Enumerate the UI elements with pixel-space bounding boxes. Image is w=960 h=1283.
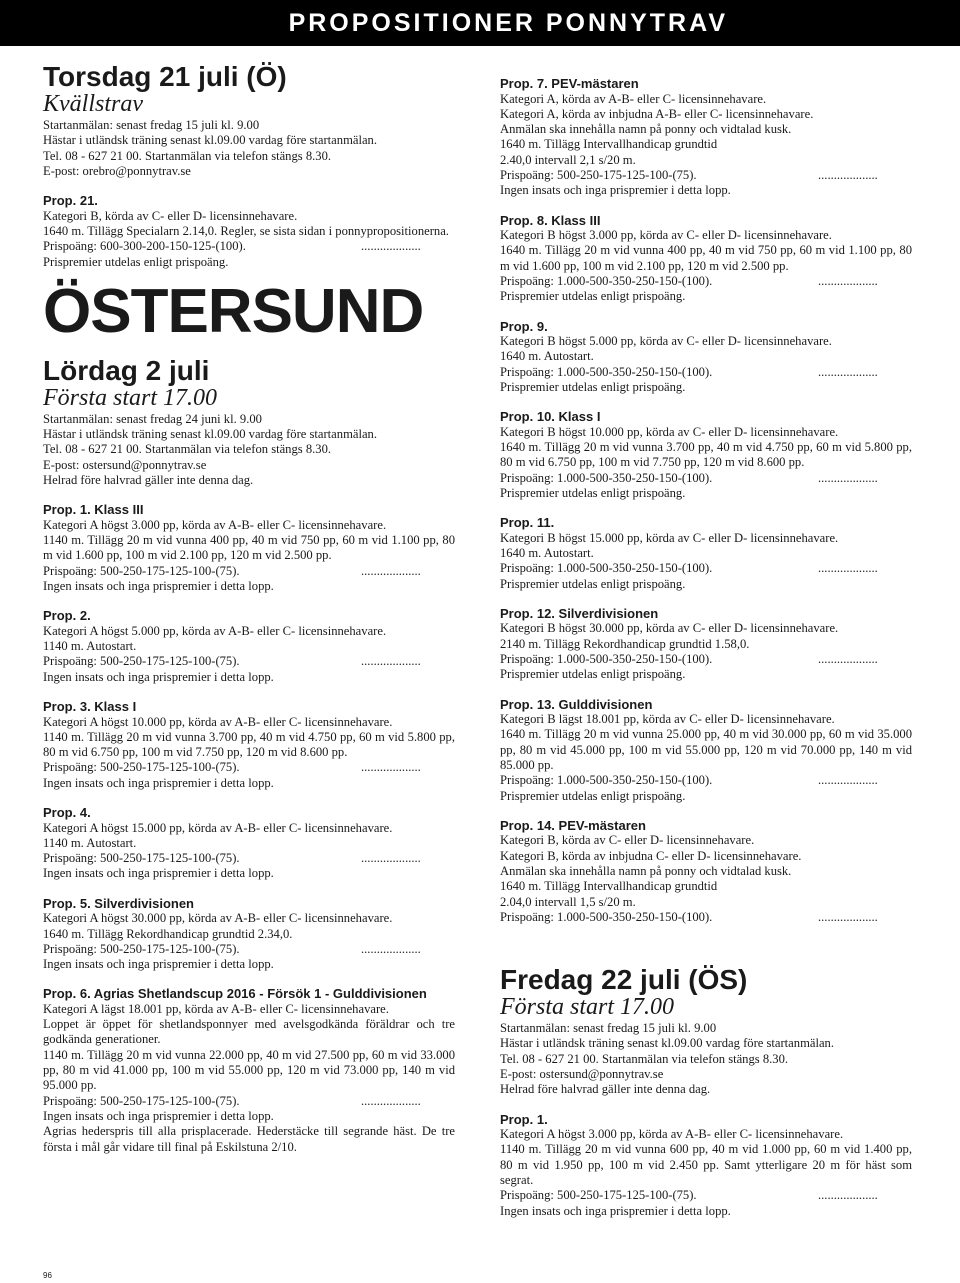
prop-line: 1140 m. Tillägg 20 m vid vunna 3.700 pp, 40 m vid 4.750 pp, 60 m vid 5.800 pp, 80 m vid 6.750 pp, 100 m vid 7.750 pp, 120 m vid 8.600 pp. [43, 729, 455, 760]
prop-note: Ingen insats och inga prispremier i detta lopp. [43, 775, 274, 790]
prop-note: Prispremier utdelas enligt prispoäng. [500, 485, 686, 500]
prop-note: Prispremier utdelas enligt prispoäng. [43, 254, 229, 269]
prize-dots: ................... [361, 941, 421, 956]
prop-note: Ingen insats och inga prispremier i detta lopp. [43, 866, 274, 881]
prop-line: Kategori B högst 30.000 pp, körda av C- eller D- licensinnehavare. [500, 621, 839, 636]
prize-line [500, 1188, 912, 1203]
prize-text: Prispoäng: 500-250-175-125-100-(75). [500, 167, 697, 182]
prize-line [43, 942, 455, 957]
info-line: Tel. 08 - 627 21 00. Startanmälan via telefon stängs 8.30. [43, 148, 332, 163]
prize-line [43, 851, 455, 866]
prop-line: 1140 m. Autostart. [43, 835, 137, 850]
info-line: Tel. 08 - 627 21 00. Startanmälan via telefon stängs 8.30. [500, 1051, 789, 1066]
prize-text: Prispoäng: 1.000-500-350-250-150-(100). [500, 273, 713, 288]
prize-dots: ................... [818, 470, 878, 485]
info-line: E-post: orebro@ponnytrav.se [43, 163, 191, 178]
prop-title: Prop. 14. PEV-mästaren [500, 817, 646, 833]
prop-title: Prop. 1. [500, 1111, 548, 1127]
prize-dots: ................... [818, 561, 878, 576]
prize-dots: ................... [361, 851, 421, 866]
prop-line: Kategori B, körda av C- eller D- licensinnehavare. [500, 833, 755, 848]
prop-line: 1140 m. Tillägg 20 m vid vunna 22.000 pp, 40 m vid 27.500 pp, 60 m vid 33.000 pp, 80 m vid 41.000 pp, 100 m vid 55.000 pp, 120 m vid 73.000 pp, 140 m vid 95.000 pp. [43, 1047, 455, 1093]
prop-note: Prispremier utdelas enligt prispoäng. [500, 788, 686, 803]
prop-line: Kategori B högst 5.000 pp, körda av C- eller D- licensinnehavare. [500, 334, 832, 349]
prize-line [43, 760, 455, 775]
prop-title: Prop. 21. [43, 193, 98, 209]
prize-text: Prispoäng: 1.000-500-350-250-150-(100). [500, 561, 713, 576]
prize-text: Prispoäng: 600-300-200-150-125-(100). [43, 239, 246, 254]
prize-text: Prispoäng: 500-250-175-125-100-(75). [43, 1093, 240, 1108]
header-bar [0, 0, 960, 46]
prop-line: 1640 m. Tillägg Intervallhandicap grundtid [500, 879, 718, 894]
prop-line: Kategori B lägst 18.001 pp, körda av C- eller D- licensinnehavare. [500, 712, 835, 727]
info-line: Helrad före halvrad gäller inte denna dag. [500, 1082, 711, 1097]
prize-dots: ................... [818, 909, 878, 924]
prop-line: 1640 m. Tillägg 20 m vid vunna 400 pp, 40 m vid 750 pp, 60 m vid 1.100 pp, 80 m vid 1.600 pp, 100 m vid 2.100 pp, 120 m vid 2.500 pp. [500, 243, 912, 273]
prop-title: Prop. 2. [43, 608, 91, 624]
prop-note: Ingen insats och inga prispremier i detta lopp. [43, 669, 274, 684]
prop-note: Ingen insats och inga prispremier i detta lopp. [500, 183, 731, 198]
prop-line: 2.04,0 intervall 1,5 s/20 m. [500, 894, 636, 909]
day-subheading-start: Första start 17.00 [43, 384, 218, 411]
prize-line [500, 471, 912, 486]
prop-title: Prop. 9. [500, 318, 548, 334]
page-number: 96 [43, 1271, 52, 1280]
prize-dots: ................... [818, 167, 878, 182]
prize-text: Prispoäng: 500-250-175-125-100-(75). [43, 851, 240, 866]
prop-note: Prispremier utdelas enligt prispoäng. [500, 667, 686, 682]
prop-line: Kategori B, körda av inbjudna C- eller D- licensinnehavare. [500, 848, 802, 863]
prize-text: Prispoäng: 1.000-500-350-250-150-(100). [500, 909, 713, 924]
prop-line: Anmälan ska innehålla namn på ponny och vidtalad kusk. [500, 122, 792, 137]
prop-line: 1640 m. Tillägg Specialarn 2.14,0. Regler, se sista sidan i ponnypropositionerna. [43, 223, 449, 238]
prize-dots: ................... [361, 760, 421, 775]
prize-dots: ................... [818, 652, 878, 667]
prop-line: Loppet är öppet för shetlandsponnyer med avelsgodkända föräldrar och tre godkända generationer. [43, 1017, 455, 1047]
day-subheading-kvallstrav: Kvällstrav [43, 91, 143, 117]
prize-text: Prispoäng: 1.000-500-350-250-150-(100). [500, 773, 713, 788]
prop-line: Kategori B högst 15.000 pp, körda av C- eller D- licensinnehavare. [500, 530, 839, 545]
prize-dots: ................... [361, 239, 421, 254]
info-line: Helrad före halvrad gäller inte denna dag. [43, 473, 254, 488]
prop-title: Prop. 4. [43, 805, 91, 821]
city-heading: ÖSTERSUND [43, 276, 424, 346]
header-title: PROPOSITIONER PONNYTRAV [288, 9, 728, 37]
prop-line: Anmälan ska innehålla namn på ponny och vidtalad kusk. [500, 863, 792, 878]
info-line: E-post: ostersund@ponnytrav.se [43, 457, 207, 472]
prop-extra: Agrias hederspris till alla prisplacerade. Hederstäcke till segrande häst. De tre första i mål går vidare till final på Eskilstuna 2/10. [43, 1124, 455, 1154]
info-line: Startanmälan: senast fredag 15 juli kl. 9.00 [500, 1021, 717, 1036]
prop-line: 2140 m. Tillägg Rekordhandicap grundtid 1.58,0. [500, 636, 750, 651]
prop-title: Prop. 1. Klass III [43, 502, 144, 518]
prop-note: Ingen insats och inga prispremier i detta lopp. [500, 1203, 731, 1218]
info-line: Startanmälan: senast fredag 24 juni kl. 9.00 [43, 411, 262, 426]
prop-line: 1640 m. Tillägg 20 m vid vunna 3.700 pp, 40 m vid 4.750 pp, 60 m vid 5.800 pp, 80 m vid 6.750 pp, 100 m vid 7.750 pp, 120 m vid 8.600 pp. [500, 440, 912, 470]
prop-note: Prispremier utdelas enligt prispoäng. [500, 576, 686, 591]
prop-line: 2.40,0 intervall 2,1 s/20 m. [500, 152, 636, 167]
day-subheading-start: Första start 17.00 [500, 994, 675, 1021]
prop-title: Prop. 6. Agrias Shetlandscup 2016 - Försök 1 - Gulddivisionen [43, 986, 427, 1002]
prize-dots: ................... [361, 654, 421, 669]
info-line: Tel. 08 - 627 21 00. Startanmälan via telefon stängs 8.30. [43, 442, 332, 457]
prop-note: Prispremier utdelas enligt prispoäng. [500, 379, 686, 394]
day-heading-fredag: Fredag 22 juli (ÖS) [500, 964, 748, 996]
prop-line: 1140 m. Tillägg 20 m vid vunna 400 pp, 40 m vid 750 pp, 60 m vid 1.100 pp, 80 m vid 1.600 pp, 100 m vid 2.100 pp, 120 m vid 2.500 pp. [43, 533, 455, 563]
prop-title: Prop. 12. Silverdivisionen [500, 605, 659, 621]
prop-note: Ingen insats och inga prispremier i detta lopp. [43, 1108, 274, 1123]
prize-dots: ................... [818, 773, 878, 788]
prize-dots: ................... [818, 364, 878, 379]
info-line: Hästar i utländsk träning senast kl.09.00 vardag före startanmälan. [43, 133, 377, 148]
prop-title: Prop. 10. Klass I [500, 409, 601, 425]
prop-line: 1640 m. Tillägg 20 m vid vunna 25.000 pp, 40 m vid 30.000 pp, 60 m vid 35.000 pp, 80 m vid 45.000 pp, 100 m vid 55.000 pp, 120 m vid 70.000 pp, 140 m vid 85.000 pp. [500, 727, 912, 772]
info-line: Startanmälan: senast fredag 15 juli kl. 9.00 [43, 118, 260, 132]
prize-line [43, 1094, 455, 1109]
prize-text: Prispoäng: 500-250-175-125-100-(75). [43, 654, 240, 669]
prize-dots: ................... [361, 563, 421, 578]
prop-note: Ingen insats och inga prispremier i detta lopp. [43, 957, 274, 972]
prop-line: 1640 m. Tillägg Intervallhandicap grundtid [500, 137, 718, 152]
prize-text: Prispoäng: 500-250-175-125-100-(75). [43, 941, 240, 956]
prize-dots: ................... [361, 1093, 421, 1108]
info-line: E-post: ostersund@ponnytrav.se [500, 1067, 664, 1082]
prop-line: 1640 m. Autostart. [500, 546, 594, 561]
left-props-list [43, 502, 455, 1155]
prize-line [500, 168, 912, 183]
prop-title: Prop. 7. PEV-mästaren [500, 76, 639, 91]
prize-line [43, 239, 455, 254]
info-line: Hästar i utländsk träning senast kl.09.00 vardag före startanmälan. [43, 427, 377, 442]
prize-line [500, 274, 912, 289]
prop-title: Prop. 11. [500, 515, 555, 531]
prop-title: Prop. 3. Klass I [43, 699, 137, 715]
day-heading-lordag: Lördag 2 juli [43, 354, 210, 386]
prop-line: Kategori A högst 10.000 pp, körda av A-B- eller C- licensinnehavare. [43, 714, 393, 729]
prize-line [500, 773, 912, 788]
prop-line: Kategori A, körda av A-B- eller C- licensinnehavare. [500, 91, 767, 106]
prize-line [43, 564, 455, 579]
prop-line: Kategori A högst 3.000 pp, körda av A-B- eller C- licensinnehavare. [500, 1127, 844, 1142]
prop-line: Kategori A högst 5.000 pp, körda av A-B- eller C- licensinnehavare. [43, 623, 387, 638]
prop-line: Kategori A högst 30.000 pp, körda av A-B- eller C- licensinnehavare. [43, 911, 393, 926]
info-line: Hästar i utländsk träning senast kl.09.00 vardag före startanmälan. [500, 1036, 834, 1051]
prop-line: Kategori A högst 15.000 pp, körda av A-B- eller C- licensinnehavare. [43, 820, 393, 835]
prize-text: Prispoäng: 500-250-175-125-100-(75). [43, 563, 240, 578]
prop-title: Prop. 8. Klass III [500, 212, 601, 228]
prize-line [500, 910, 912, 925]
prop-line: Kategori A, körda av inbjudna A-B- eller C- licensinnehavare. [500, 106, 814, 121]
prop-line: 1640 m. Tillägg Rekordhandicap grundtid 2.34,0. [43, 926, 293, 941]
prize-line [500, 365, 912, 380]
prize-text: Prispoäng: 500-250-175-125-100-(75). [500, 1188, 697, 1203]
prop-title: Prop. 5. Silverdivisionen [43, 895, 194, 911]
prop-title: Prop. 13. Gulddivisionen [500, 696, 653, 712]
prop-line: 1140 m. Autostart. [43, 639, 137, 654]
prize-text: Prispoäng: 1.000-500-350-250-150-(100). [500, 652, 713, 667]
prize-line [500, 652, 912, 667]
prize-text: Prispoäng: 1.000-500-350-250-150-(100). [500, 470, 713, 485]
right-column [500, 62, 912, 1219]
prop-line: 1140 m. Tillägg 20 m vid vunna 600 pp, 40 m vid 1.000 pp, 60 m vid 1.400 pp, 80 m vid 1.950 pp, 100 m vid 2.450 pp. Samt ytterligare 20 m för häst som segrat. [500, 1142, 912, 1188]
prop-note: Ingen insats och inga prispremier i detta lopp. [43, 579, 274, 594]
prize-line [43, 654, 455, 669]
prop-line: Kategori A högst 3.000 pp, körda av A-B- eller C- licensinnehavare. [43, 517, 387, 532]
prop-line: Kategori A lägst 18.001 pp, körda av A-B- eller C- licensinnehavare. [43, 1001, 389, 1016]
prize-text: Prispoäng: 500-250-175-125-100-(75). [43, 760, 240, 775]
left-column [43, 62, 455, 1155]
prize-dots: ................... [818, 273, 878, 288]
prize-text: Prispoäng: 1.000-500-350-250-150-(100). [500, 364, 713, 379]
prop-line: 1640 m. Autostart. [500, 349, 594, 364]
prop-line: Kategori B högst 3.000 pp, körda av C- eller D- licensinnehavare. [500, 228, 832, 243]
right-props-list [500, 76, 912, 925]
prop-line: Kategori B, körda av C- eller D- licensinnehavare. [43, 208, 298, 223]
prize-line [500, 561, 912, 576]
prop-note: Prispremier utdelas enligt prispoäng. [500, 289, 686, 304]
prop-line: Kategori B högst 10.000 pp, körda av C- eller D- licensinnehavare. [500, 424, 839, 439]
day-heading-torsdag: Torsdag 21 juli (Ö) [43, 61, 287, 92]
prize-dots: ................... [818, 1188, 878, 1203]
